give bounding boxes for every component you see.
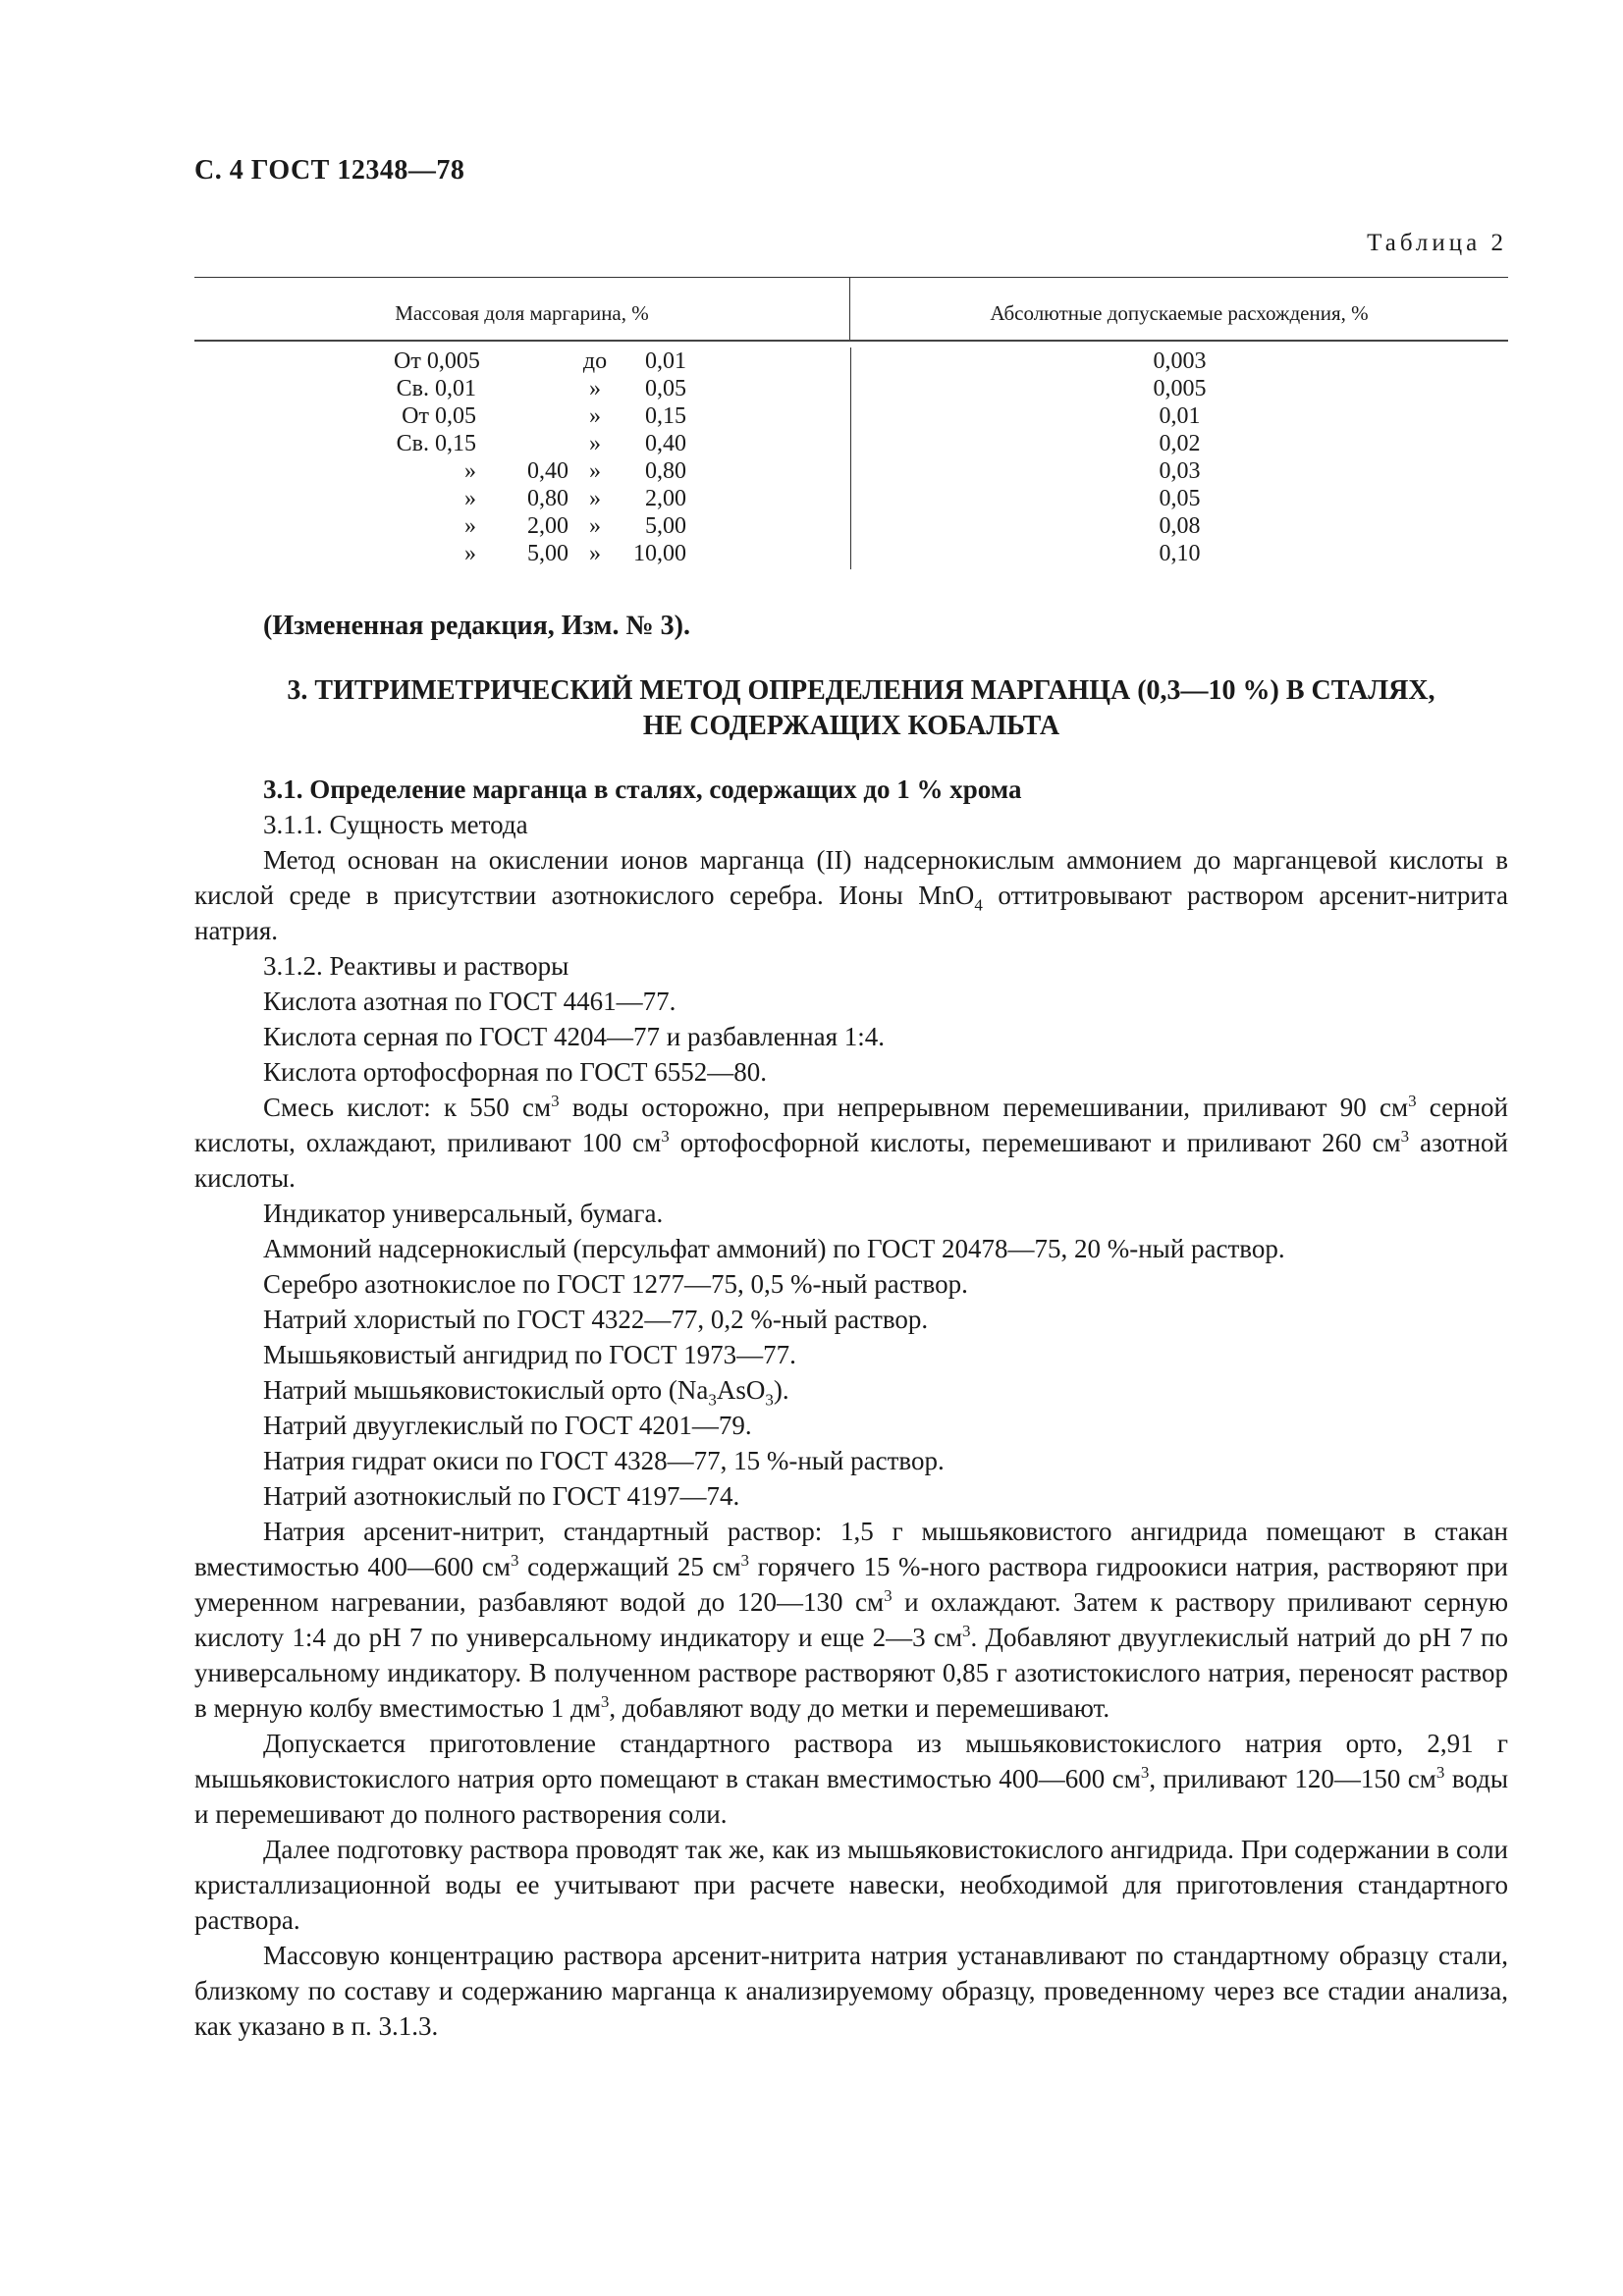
range-to: 0,80 xyxy=(645,458,686,484)
range-to: 0,01 xyxy=(645,348,686,374)
acid-mixture-paragraph: Смесь кислот: к 550 $см^3$ воды осторожно, при непрерывном перемешивании, приливают 90 $см^3$ серной кислоты, охлаждают, приливают 100 $см^3$ ортофосфорной кислоты, перемешивают и приливают 260 $см^3$ азотной кислоты. xyxy=(194,1092,1508,1193)
reagent-item: Кислота серная по ГОСТ 4204—77 и разбавленная 1:4. xyxy=(263,1022,886,1051)
tolerance-value: 0,003 xyxy=(1153,348,1207,374)
table-caption: Таблица 2 xyxy=(1367,230,1507,256)
table-row xyxy=(194,430,850,457)
table-row xyxy=(194,512,850,540)
range-p: » xyxy=(464,486,476,511)
table-body xyxy=(194,342,1508,569)
range-conj: до xyxy=(582,348,608,374)
table-row xyxy=(194,347,850,375)
range-to: 10,00 xyxy=(633,541,686,566)
range-fromv xyxy=(476,430,568,457)
tolerance-value: 0,005 xyxy=(1153,376,1207,401)
column-header-tolerance: Абсолютные допускаемые расхождения, % xyxy=(990,301,1369,325)
range-conj: » xyxy=(589,403,601,429)
amendment-note: (Измененная редакция, Изм. № 3). xyxy=(263,611,690,641)
method-paragraph: Метод основан на окислении ионов марганца (II) надсернокислым аммонием до марганцевой кислоты в кислой среде в присутствии азотнокислого серебра. Ионы MnO$_4$ оттитровывают раствором арсенит-нитрита натрия. xyxy=(194,845,1508,945)
reagent-item: Кислота азотная по ГОСТ 4461—77. xyxy=(263,987,676,1016)
reagent-item: Серебро азотнокислое по ГОСТ 1277—75, 0,5 %-ный раствор. xyxy=(263,1269,968,1299)
reagent-item: Натрий хлористый по ГОСТ 4322—77, 0,2 %-ный раствор. xyxy=(263,1305,929,1334)
range-p: От 0,05 xyxy=(402,403,476,429)
range-p: Св. 0,01 xyxy=(396,376,476,401)
range-to: 0,15 xyxy=(645,403,686,429)
tolerance-value: 0,10 xyxy=(1159,541,1201,566)
reagent-item: Натрий двууглекислый по ГОСТ 4201—79. xyxy=(263,1411,752,1440)
range-fromv: 0,80 xyxy=(527,486,568,511)
range-fromv: 2,00 xyxy=(527,513,568,539)
mass-concentration-paragraph: Массовую концентрацию раствора арсенит-нитрита натрия устанавливают по стандартному образцу стали, близкому по составу и содержанию марганца к анализируемому образцу, проведенному через все стадии анализа, как указано в п. 3.1.3. xyxy=(194,1941,1508,2041)
reagent-item: Аммоний надсернокислый (персульфат аммоний) по ГОСТ 20478—75, 20 %-ный раствор. xyxy=(263,1234,1285,1263)
range-conj: » xyxy=(589,458,601,484)
tolerance-value: 0,01 xyxy=(1159,403,1201,429)
reagent-item: Натрия гидрат окиси по ГОСТ 4328—77, 15 %-ный раствор. xyxy=(263,1446,945,1475)
reagent-item: Кислота ортофосфорная по ГОСТ 6552—80. xyxy=(263,1057,768,1087)
range-fromv: 5,00 xyxy=(527,541,568,566)
tolerance-value: 0,02 xyxy=(1159,431,1201,456)
range-conj: » xyxy=(589,376,601,401)
table-row xyxy=(194,457,850,485)
tolerance-value: 0,03 xyxy=(1159,458,1201,484)
range-fromv xyxy=(476,402,568,430)
section-title-line-2: НЕ СОДЕРЖАЩИХ КОБАЛЬТА xyxy=(642,711,1060,741)
range-fromv xyxy=(476,347,568,375)
reagent-item: Натрий мышьяковистокислый орто $(Na_3AsO_3)$. xyxy=(263,1375,789,1410)
range-fromv: 0,40 xyxy=(527,458,568,484)
tolerance-value: 0,08 xyxy=(1159,513,1201,539)
range-p: » xyxy=(464,458,476,484)
range-conj: » xyxy=(589,431,601,456)
body-text xyxy=(194,772,1508,2044)
section-title xyxy=(194,673,1508,744)
table-header-row xyxy=(194,278,1508,340)
range-p: Св. 0,15 xyxy=(396,431,476,456)
standard-solution-paragraph: Натрия арсенит-нитрит, стандартный раствор: 1,5 г мышьяковистого ангидрида помещают в стакан вместимостью 400—600 $см^3$ содержащий 25 $см^3$ горячего 15 %-ного раствора гидроокиси натрия, растворяют при умеренном нагревании, разбавляют водой до 120—130 $см^3$ и охлаждают. Затем к раствору приливают серную кислоту 1:4 до pH 7 по универсальному индикатору и еще 2—3 $см^3$. Добавляют двууглекислый натрий до pH 7 по универсальному индикатору. В полученном растворе растворяют 0,85 г азотистокислого натрия, переносят раствор в мерную колбу вместимостью 1 $дм^3$, добавляют воду до метки и перемешивают. xyxy=(194,1517,1508,1723)
table-row xyxy=(194,540,850,567)
reagent-item: Индикатор универсальный, бумага. xyxy=(263,1199,664,1228)
range-conj: » xyxy=(589,541,601,566)
table-row xyxy=(194,485,850,512)
subsection-heading: 3.1. Определение марганца в сталях, содержащих до 1 % хрома xyxy=(263,774,1022,804)
range-fromv xyxy=(476,375,568,402)
column-header-mass-fraction: Массовая доля маргарина, % xyxy=(194,278,850,340)
reagent-item: Мышьяковистый ангидрид по ГОСТ 1973—77. xyxy=(263,1340,796,1369)
range-p: От 0,005 xyxy=(394,348,480,374)
further-preparation-paragraph: Далее подготовку раствора проводят так же, как из мышьяковистокислого ангидрида. При содержании в соли кристаллизационной воды ее учитывают при расчете навески, необходимой для приготовления стандартного раствора. xyxy=(194,1835,1508,1935)
range-p: » xyxy=(464,513,476,539)
clause-3-1-2: 3.1.2. Реактивы и растворы xyxy=(263,951,569,981)
range-to: 0,40 xyxy=(645,431,686,456)
table-row xyxy=(194,402,850,430)
range-to: 0,05 xyxy=(645,376,686,401)
section-title-line-1: 3. ТИТРИМЕТРИЧЕСКИЙ МЕТОД ОПРЕДЕЛЕНИЯ МАРГАНЦА (0,3—10 %) В СТАЛЯХ, xyxy=(287,675,1435,706)
range-to: 5,00 xyxy=(645,513,686,539)
reagent-item: Натрий азотнокислый по ГОСТ 4197—74. xyxy=(263,1481,740,1511)
range-conj: » xyxy=(589,513,601,539)
tolerance-value: 0,05 xyxy=(1159,486,1201,511)
range-p: » xyxy=(464,541,476,566)
range-column xyxy=(194,347,851,569)
alternative-preparation-paragraph: Допускается приготовление стандартного раствора из мышьяковистокислого натрия орто, 2,91 г мышьяковистокислого натрия орто помещают в стакан вместимостью 400—600 $см^3$, приливают 120—150 $см^3$ воды и перемешивают до полного растворения соли. xyxy=(194,1729,1508,1829)
range-to: 2,00 xyxy=(645,486,686,511)
page-header: С. 4 ГОСТ 12348—78 xyxy=(194,155,465,186)
table-row xyxy=(194,375,850,402)
value-column xyxy=(851,347,1508,569)
tolerance-table xyxy=(194,277,1508,569)
clause-3-1-1: 3.1.1. Сущность метода xyxy=(263,810,528,839)
range-conj: » xyxy=(589,486,601,511)
